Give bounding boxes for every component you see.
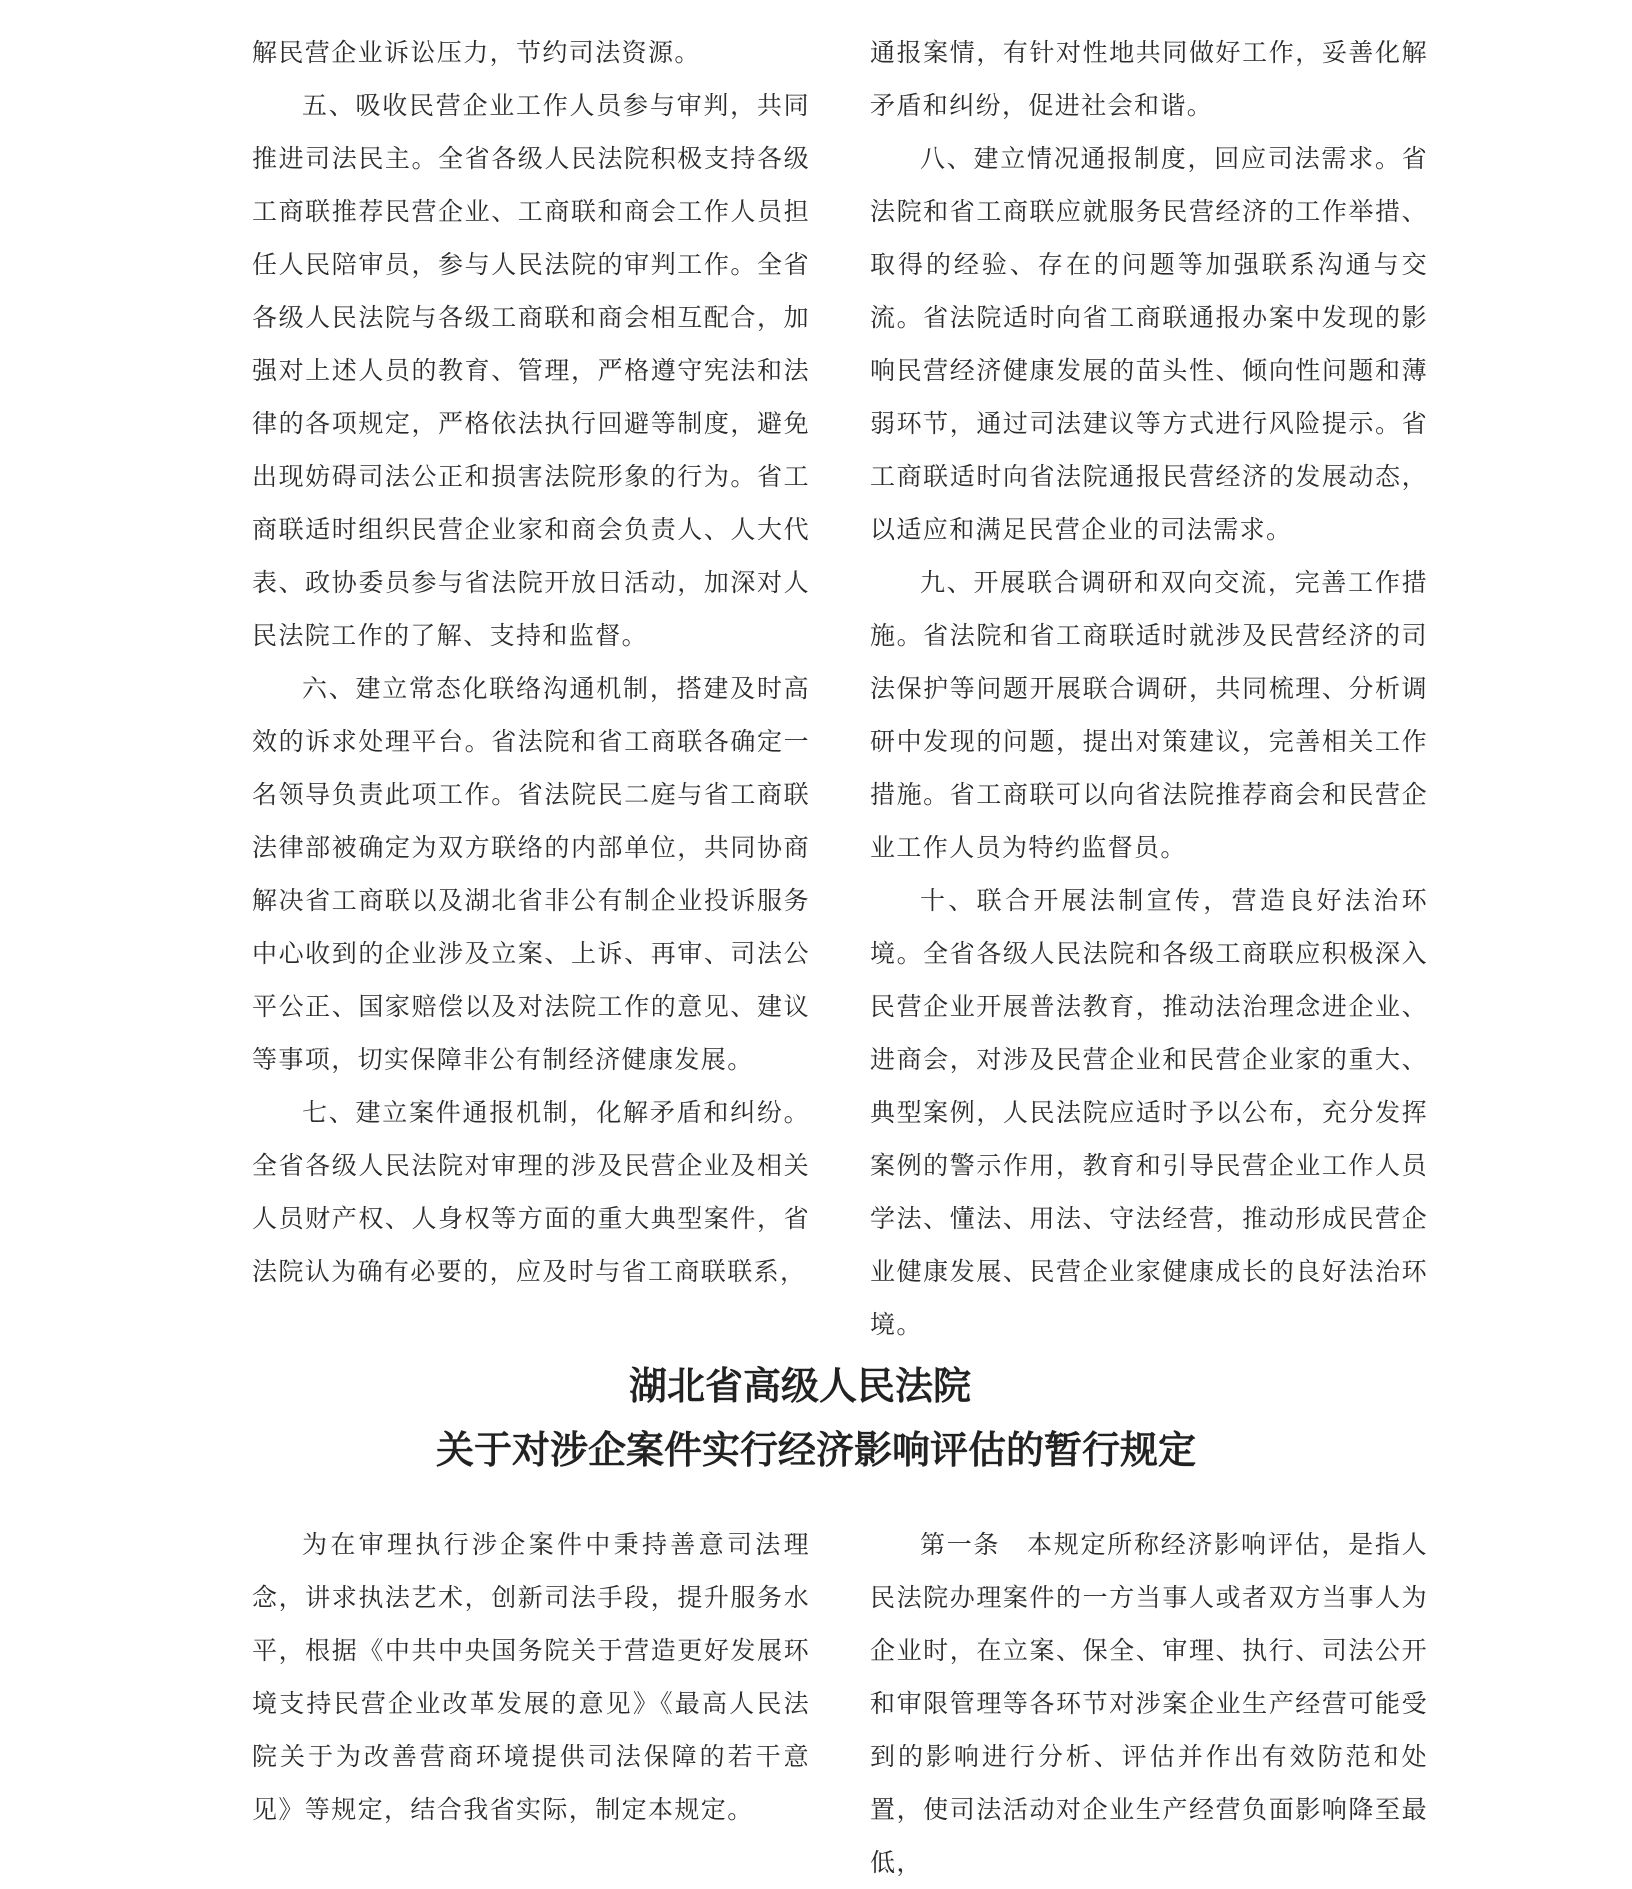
paragraph: 解民营企业诉讼压力，节约司法资源。 <box>252 38 701 67</box>
paragraph: 九、开展联合调研和双向交流，完善工作措施。省法院和省工商联适时就涉及民营经济的司法保护等问题开展联合调研，共同梳理、分析调研中发现的问题，提出对策建议，完善相关工作措施。省工商联可以向省法院推荐商会和民营企业工作人员为特约监督员。 <box>870 568 1428 862</box>
paragraph: 八、建立情况通报制度，回应司法需求。省法院和省工商联应就服务民营经济的工作举措、取得的经验、存在的问题等加强联系沟通与交流。省法院适时向省工商联通报办案中发现的影响民营经济健康发展的苗头性、倾向性问题和薄弱环节，通过司法建议等方式进行风险提示。省工商联适时向省法院通报民营经济的发展动态，以适应和满足民营企业的司法需求。 <box>870 144 1428 544</box>
paragraph: 七、建立案件通报机制，化解矛盾和纠纷。全省各级人民法院对审理的涉及民营企业及相关人员财产权、人身权等方面的重大典型案件，省法院认为确有必要的，应及时与省工商联联系， <box>252 1098 810 1286</box>
paragraph: 六、建立常态化联络沟通机制，搭建及时高效的诉求处理平台。省法院和省工商联各确定一名领导负责此项工作。省法院民二庭与省工商联法律部被确定为双方联络的内部单位，共同协商解决省工商联以及湖北省非公有制企业投诉服务中心收到的企业涉及立案、上诉、再审、司法公平公正、国家赔偿以及对法院工作的意见、建议等事项，切实保障非公有制经济健康发展。 <box>252 674 810 1074</box>
paragraph: 第一条 本规定所称经济影响评估，是指人民法院办理案件的一方当事人或者双方当事人为企业时，在立案、保全、审理、执行、司法公开和审限管理等各环节对涉案企业生产经营可能受到的影响进行分析、评估并作出有效防范和处置，使司法活动对企业生产经营负面影响降至最低， <box>870 1530 1428 1877</box>
paragraph: 为在审理执行涉企案件中秉持善意司法理念，讲求执法艺术，创新司法手段，提升服务水平，根据《中共中央国务院关于营造更好发展环境支持民营企业改革发展的意见》《最高人民法院关于为改善营商环境提供司法保障的若干意见》等规定，结合我省实际，制定本规定。 <box>252 1530 810 1824</box>
bottom-right-column <box>870 1518 1428 1889</box>
paragraph: 十、联合开展法制宣传，营造良好法治环境。全省各级人民法院和各级工商联应积极深入民营企业开展普法教育，推动法治理念进企业、进商会，对涉及民营企业和民营企业家的重大、典型案例，人民法院应适时予以公布，充分发挥案例的警示作用，教育和引导民营企业工作人员学法、懂法、用法、守法经营，推动形成民营企业健康发展、民营企业家健康成长的良好法治环境。 <box>870 886 1428 1339</box>
document-title-line-1: 湖北省高级人民法院 <box>628 1363 971 1408</box>
top-left-column <box>252 26 810 1298</box>
bottom-left-column <box>252 1518 810 1836</box>
paragraph: 五、吸收民营企业工作人员参与审判，共同推进司法民主。全省各级人民法院积极支持各级工商联推荐民营企业、工商联和商会工作人员担任人民陪审员，参与人民法院的审判工作。全省各级人民法院与各级工商联和商会相互配合，加强对上述人员的教育、管理，严格遵守宪法和法律的各项规定，严格依法执行回避等制度，避免出现妨碍司法公正和损害法院形象的行为。省工商联适时组织民营企业家和商会负责人、人大代表、政协委员参与省法院开放日活动，加深对人民法院工作的了解、支持和监督。 <box>252 91 810 650</box>
paragraph: 通报案情，有针对性地共同做好工作，妥善化解矛盾和纠纷，促进社会和谐。 <box>870 38 1428 120</box>
top-right-column <box>870 26 1428 1351</box>
document-title-line-2: 关于对涉企案件实行经济影响评估的暂行规定 <box>435 1427 1196 1472</box>
